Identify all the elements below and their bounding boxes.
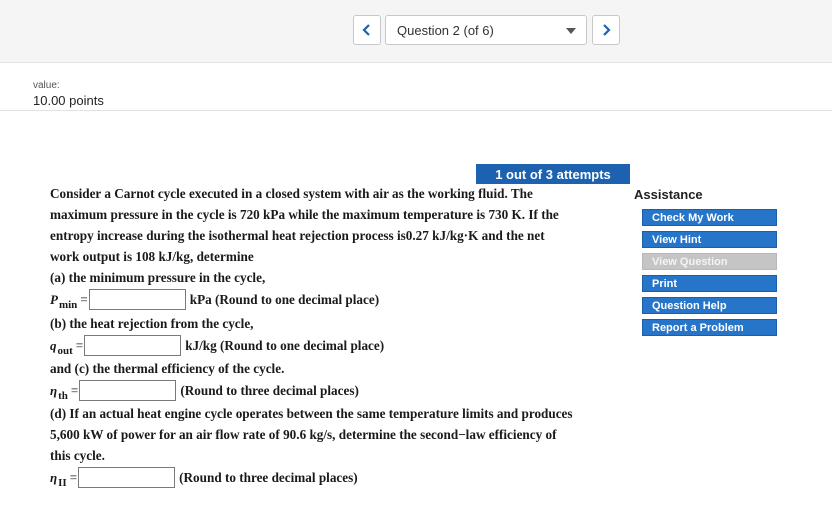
question-text-line: entropy increase during the isothermal heat rejection process is0.27 kJ/kg·K and the net (50, 228, 545, 243)
answer-row-etaii (50, 467, 358, 488)
answer-row-pmin (50, 289, 379, 310)
question-help-button[interactable]: Question Help (642, 297, 777, 314)
previous-question-button[interactable] (353, 15, 381, 45)
question-select-label: Question 2 (of 6) (397, 22, 494, 38)
question-text-line: maximum pressure in the cycle is 720 kPa while the maximum temperature is 730 K. If the (50, 207, 559, 222)
next-question-button[interactable] (592, 15, 620, 45)
assistance-title: Assistance (634, 187, 703, 202)
etaii-input[interactable] (78, 467, 175, 488)
pmin-input[interactable] (89, 289, 186, 310)
equals-sign: = (70, 382, 79, 398)
view-question-button: View Question (642, 253, 777, 270)
pmin-symbol: $P_{min}$ (50, 291, 78, 311)
value-points: 10.00 points (33, 93, 104, 108)
chevron-left-icon (362, 24, 372, 36)
equals-sign: = (69, 469, 78, 485)
question-nav-bar (0, 0, 832, 63)
report-problem-button[interactable]: Report a Problem (642, 319, 777, 336)
equals-sign: = (80, 291, 88, 307)
etath-symbol: $\eta_{th}$ (50, 382, 68, 402)
qout-input[interactable] (84, 335, 181, 356)
part-d-text: this cycle. (50, 448, 105, 463)
part-c-text: and (c) the thermal efficiency of the cycle. (50, 361, 285, 376)
value-section (0, 64, 832, 111)
question-select[interactable] (385, 15, 587, 45)
value-label: value: (33, 80, 60, 91)
qout-instruction: kJ/kg (Round to one decimal place) (185, 337, 385, 353)
print-button[interactable]: Print (642, 275, 777, 292)
etaii-instruction: (Round to three decimal places) (179, 469, 358, 485)
answer-row-qout (50, 335, 384, 356)
chevron-right-icon (601, 24, 611, 36)
caret-down-icon (566, 28, 576, 34)
etath-input[interactable] (79, 380, 176, 401)
equals-sign: = (75, 337, 84, 353)
question-text-line: work output is 108 kJ/kg, determine (50, 249, 254, 264)
view-hint-button[interactable]: View Hint (642, 231, 777, 248)
part-d-text: (d) If an actual heat engine cycle operates between the same temperature limits and produces (50, 406, 573, 421)
check-my-work-button[interactable]: Check My Work (642, 209, 777, 226)
etaii-symbol: $\eta_{II}$ (50, 469, 67, 489)
etath-instruction: (Round to three decimal places) (180, 382, 359, 398)
part-d-text: 5,600 kW of power for an air flow rate of 90.6 kg/s, determine the second−law efficiency of (50, 427, 557, 442)
answer-row-etath (50, 380, 359, 401)
qout-symbol: $q_{out}$ (50, 337, 73, 357)
part-b-text: (b) the heat rejection from the cycle, (50, 316, 254, 331)
attempts-badge: 1 out of 3 attempts (476, 164, 630, 184)
question-text-line: Consider a Carnot cycle executed in a closed system with air as the working fluid. The (50, 186, 533, 201)
part-a-text: (a) the minimum pressure in the cycle, (50, 270, 266, 285)
pmin-instruction: kPa (Round to one decimal place) (189, 291, 380, 307)
